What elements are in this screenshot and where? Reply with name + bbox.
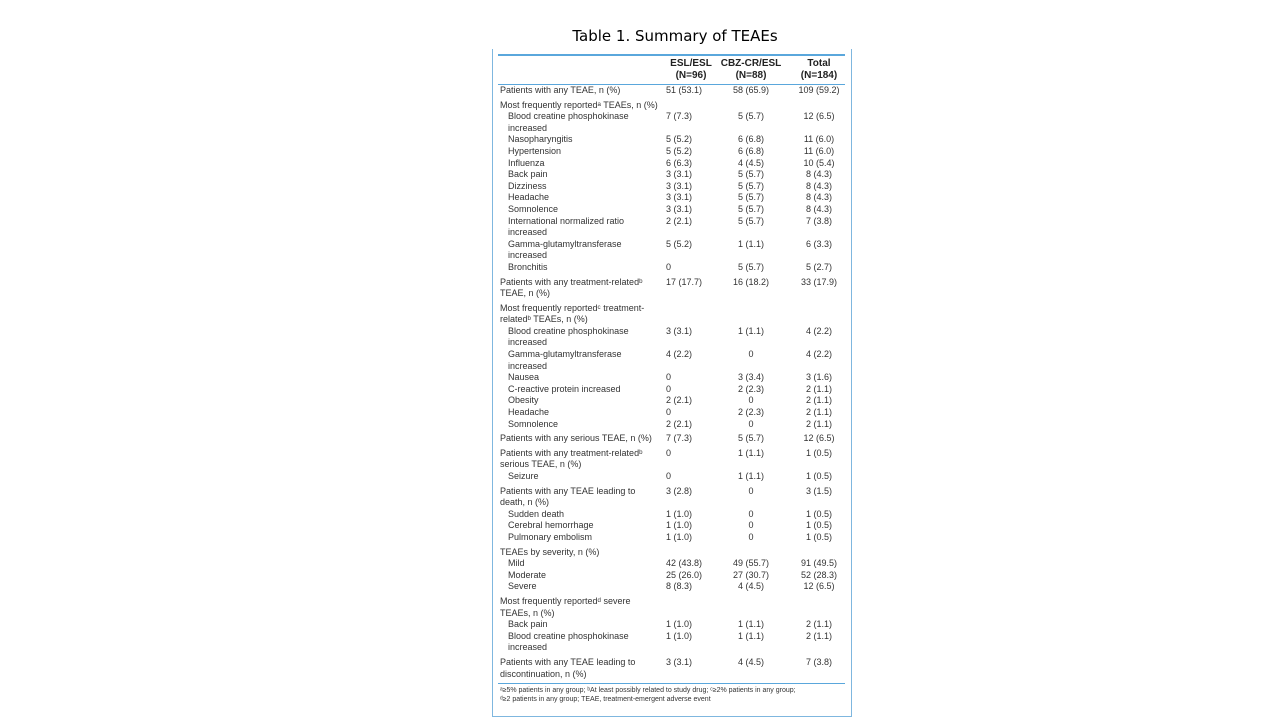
cell-c2: 0 bbox=[748, 418, 754, 429]
table-row bbox=[498, 204, 845, 216]
cell-c2: 0 bbox=[748, 531, 754, 542]
row-label: Gamma-glutamyltransferase increased bbox=[508, 349, 622, 371]
cell-c1: 17 (17.7) bbox=[666, 276, 703, 287]
table-row bbox=[498, 192, 845, 204]
row-label: Most frequently reportedᵈ severe TEAEs, n (%) bbox=[500, 595, 631, 618]
cell-c2: 58 (65.9) bbox=[732, 85, 770, 95]
row-label: Influenza bbox=[508, 157, 545, 168]
cell-c1: 3 (3.1) bbox=[666, 192, 693, 203]
table-row bbox=[498, 558, 845, 570]
cell-c1: 0 bbox=[666, 471, 672, 481]
row-label: Patients with any treatment-relatedᵇ serious TEAE, n (%) bbox=[500, 447, 643, 470]
table-row bbox=[498, 277, 845, 300]
cell-c2: 6 (6.8) bbox=[737, 145, 764, 156]
cell-c1: 42 (43.8) bbox=[666, 558, 703, 569]
cell-c1: 3 (3.1) bbox=[666, 180, 693, 191]
cell-c3: 2 (1.1) bbox=[805, 619, 832, 630]
cell-c1: 3 (2.8) bbox=[666, 485, 693, 496]
table-row bbox=[498, 111, 845, 134]
table-title: Table 1. Summary of TEAEs bbox=[572, 27, 778, 45]
cell-c3: 52 (28.3) bbox=[800, 569, 838, 580]
cell-c1: 1 (1.0) bbox=[666, 508, 693, 519]
row-label: Severe bbox=[508, 581, 537, 592]
cell-c3: 11 (6.0) bbox=[803, 145, 835, 156]
cell-c1: 0 bbox=[666, 447, 672, 458]
table-row bbox=[498, 419, 845, 431]
header-esl-esl-line2: (N=96) bbox=[675, 70, 707, 81]
cell-c3: 8 (4.3) bbox=[805, 203, 832, 214]
cell-c2: 0 bbox=[748, 485, 754, 496]
row-label: Mild bbox=[508, 558, 525, 569]
row-label: Patients with any TEAE leading to discontinuation, n (%) bbox=[500, 656, 636, 679]
cell-c2: 5 (5.7) bbox=[737, 111, 764, 122]
header-esl-esl-line1: ESL/ESL bbox=[670, 58, 712, 69]
table-row bbox=[498, 570, 845, 582]
table-row bbox=[498, 239, 845, 262]
row-label: Nasopharyngitis bbox=[508, 134, 573, 145]
cell-c1: 5 (5.2) bbox=[666, 134, 693, 145]
cell-c1: 3 (3.1) bbox=[666, 169, 693, 180]
row-label: Patients with any TEAE, n (%) bbox=[500, 85, 621, 95]
cell-c2: 4 (4.5) bbox=[737, 157, 764, 168]
table-row bbox=[498, 631, 845, 654]
table-row bbox=[498, 619, 845, 631]
row-label: Moderate bbox=[508, 569, 547, 580]
row-label: Cerebral hemorrhage bbox=[508, 520, 594, 531]
cell-c2: 27 (30.7) bbox=[732, 569, 770, 580]
row-label: Bronchitis bbox=[508, 261, 548, 272]
cell-c1: 3 (3.1) bbox=[666, 203, 693, 214]
cell-c2: 1 (1.1) bbox=[737, 471, 764, 481]
cell-c1: 7 (7.3) bbox=[666, 111, 693, 122]
cell-c1: 1 (1.0) bbox=[666, 531, 693, 542]
row-label: Hypertension bbox=[508, 145, 562, 156]
table-row bbox=[498, 349, 845, 372]
table-row bbox=[498, 433, 845, 445]
row-label: Obesity bbox=[508, 395, 539, 406]
cell-c3: 12 (6.5) bbox=[803, 581, 835, 592]
cell-c1: 1 (1.0) bbox=[666, 619, 693, 630]
table-row bbox=[498, 520, 845, 532]
row-label: TEAEs by severity, n (%) bbox=[500, 546, 600, 557]
header-cbz-cr-esl bbox=[720, 58, 782, 82]
cell-c3: 4 (2.2) bbox=[805, 325, 832, 336]
cell-c3: 12 (6.5) bbox=[803, 433, 835, 444]
table-row bbox=[498, 384, 845, 396]
cell-c1: 0 bbox=[666, 407, 672, 418]
row-label: Blood creatine phosphokinase increased bbox=[508, 325, 629, 348]
row-label: Back pain bbox=[508, 169, 548, 180]
cell-c3: 2 (1.1) bbox=[805, 407, 832, 418]
cell-c3: 1 (0.5) bbox=[805, 447, 832, 458]
cell-c2: 3 (3.4) bbox=[737, 372, 764, 383]
cell-c2: 16 (18.2) bbox=[732, 276, 770, 287]
cell-c3: 1 (0.5) bbox=[805, 531, 832, 542]
cell-c2: 5 (5.7) bbox=[737, 433, 764, 444]
cell-c3: 10 (5.4) bbox=[803, 157, 835, 168]
cell-c2: 2 (2.3) bbox=[737, 383, 764, 394]
table-row bbox=[498, 181, 845, 193]
cell-c3: 6 (3.3) bbox=[805, 238, 832, 249]
table-row bbox=[498, 372, 845, 384]
table-row bbox=[498, 85, 845, 97]
row-label: Most frequently reportedᵃ TEAEs, n (%) bbox=[500, 99, 658, 110]
table-row bbox=[498, 596, 845, 619]
cell-c3: 8 (4.3) bbox=[805, 180, 832, 191]
cell-c1: 1 (1.0) bbox=[666, 520, 693, 531]
cell-c3: 1 (0.5) bbox=[805, 508, 832, 519]
cell-c2: 4 (4.5) bbox=[737, 581, 764, 592]
cell-c2: 1 (1.1) bbox=[737, 619, 764, 630]
row-label: Blood creatine phosphokinase increased bbox=[508, 630, 629, 653]
cell-c1: 1 (1.0) bbox=[666, 630, 693, 641]
header-cbz-cr-esl-line1: CBZ-CR/ESL bbox=[720, 58, 782, 69]
row-label: Nausea bbox=[508, 372, 540, 383]
table-row bbox=[498, 303, 845, 326]
cell-c2: 5 (5.7) bbox=[737, 169, 764, 180]
cell-c1: 2 (2.1) bbox=[666, 395, 693, 406]
table-row bbox=[498, 395, 845, 407]
cell-c1: 3 (3.1) bbox=[666, 656, 693, 667]
cell-c3: 33 (17.9) bbox=[800, 276, 838, 287]
table-row bbox=[498, 326, 845, 349]
cell-c3: 91 (49.5) bbox=[800, 558, 838, 569]
cell-c2: 5 (5.7) bbox=[737, 203, 764, 214]
cell-c1: 5 (5.2) bbox=[666, 145, 693, 156]
row-label: International normalized ratio increased bbox=[508, 215, 625, 238]
cell-c1: 0 bbox=[666, 372, 672, 383]
row-label: Back pain bbox=[508, 619, 548, 630]
cell-c3: 2 (1.1) bbox=[805, 395, 832, 406]
row-label: Blood creatine phosphokinase increased bbox=[508, 111, 629, 133]
cell-c1: 7 (7.3) bbox=[666, 433, 693, 444]
table-frame bbox=[492, 49, 852, 717]
cell-c3: 12 (6.5) bbox=[803, 111, 835, 122]
cell-c1: 0 bbox=[666, 383, 672, 394]
table-row bbox=[498, 158, 845, 170]
cell-c1: 6 (6.3) bbox=[666, 157, 693, 168]
table-row bbox=[498, 448, 845, 471]
table-row bbox=[498, 169, 845, 181]
cell-c1: 2 (2.1) bbox=[666, 215, 693, 226]
table-footnotes bbox=[498, 684, 845, 704]
cell-c3: 5 (2.7) bbox=[805, 261, 832, 272]
cell-c3: 2 (1.1) bbox=[805, 630, 832, 641]
row-label: C-reactive protein increased bbox=[508, 383, 621, 394]
row-label: Sudden death bbox=[508, 508, 565, 519]
table-row bbox=[498, 262, 845, 274]
row-label: Dizziness bbox=[508, 180, 547, 191]
cell-c2: 5 (5.7) bbox=[737, 192, 764, 203]
table-row bbox=[498, 532, 845, 544]
cell-c1: 0 bbox=[666, 261, 672, 272]
cell-c3: 8 (4.3) bbox=[805, 169, 832, 180]
cell-c2: 49 (55.7) bbox=[732, 558, 770, 569]
row-label: Patients with any serious TEAE, n (%) bbox=[500, 433, 652, 444]
cell-c2: 1 (1.1) bbox=[737, 630, 764, 641]
cell-c1: 4 (2.2) bbox=[666, 349, 693, 360]
cell-c3: 2 (1.1) bbox=[805, 418, 832, 429]
cell-c3: 11 (6.0) bbox=[803, 134, 835, 145]
cell-c2: 5 (5.7) bbox=[737, 215, 764, 226]
cell-c2: 0 bbox=[748, 349, 754, 360]
row-label: Headache bbox=[508, 192, 550, 203]
cell-c2: 5 (5.7) bbox=[737, 180, 764, 191]
row-label: Patients with any TEAE leading to death, n (%) bbox=[500, 485, 636, 508]
cell-c2: 1 (1.1) bbox=[737, 447, 764, 458]
cell-c1: 5 (5.2) bbox=[666, 238, 693, 249]
cell-c1: 8 (8.3) bbox=[666, 581, 693, 592]
cell-c2: 1 (1.1) bbox=[737, 238, 764, 249]
row-label: Headache bbox=[508, 407, 550, 418]
cell-c2: 0 bbox=[748, 520, 754, 531]
table-row bbox=[498, 657, 845, 680]
cell-c3: 3 (1.5) bbox=[805, 485, 832, 496]
row-label: Seizure bbox=[508, 471, 539, 481]
table-row bbox=[498, 134, 845, 146]
row-label: Somnolence bbox=[508, 418, 559, 429]
header-cbz-cr-esl-line2: (N=88) bbox=[735, 70, 767, 81]
header-esl-esl bbox=[662, 58, 720, 82]
cell-c3: 7 (3.8) bbox=[805, 656, 832, 667]
cell-c2: 0 bbox=[748, 508, 754, 519]
cell-c3: 8 (4.3) bbox=[805, 192, 832, 203]
table-header-row bbox=[498, 56, 845, 84]
table-row bbox=[498, 216, 845, 239]
table-row bbox=[498, 509, 845, 521]
table-row bbox=[498, 471, 845, 483]
cell-c2: 1 (1.1) bbox=[737, 325, 764, 336]
table-row bbox=[498, 486, 845, 509]
table-row bbox=[498, 407, 845, 419]
footnote-line-2: ᵈ≥2 patients in any group; TEAE, treatment-emergent adverse event bbox=[500, 696, 711, 704]
header-total-line2: (N=184) bbox=[800, 70, 838, 81]
cell-c1: 51 (53.1) bbox=[666, 85, 703, 95]
header-total bbox=[791, 58, 847, 82]
cell-c1: 2 (2.1) bbox=[666, 418, 693, 429]
row-label: Gamma-glutamyltransferase increased bbox=[508, 238, 622, 261]
cell-c3: 1 (0.5) bbox=[805, 471, 832, 481]
cell-c3: 3 (1.6) bbox=[805, 372, 832, 383]
table-body bbox=[498, 85, 845, 680]
cell-c2: 0 bbox=[748, 395, 754, 406]
cell-c3: 2 (1.1) bbox=[805, 383, 832, 394]
cell-c1: 3 (3.1) bbox=[666, 325, 693, 336]
cell-c3: 1 (0.5) bbox=[805, 520, 832, 531]
cell-c3: 7 (3.8) bbox=[805, 215, 832, 226]
row-label: Most frequently reportedᶜ treatment-relatedᵇ TEAEs, n (%) bbox=[500, 302, 645, 325]
cell-c3: 109 (59.2) bbox=[798, 85, 840, 95]
row-label: Pulmonary embolism bbox=[508, 531, 593, 542]
row-label: Patients with any treatment-relatedᵇ TEAE, n (%) bbox=[500, 276, 643, 299]
table-row bbox=[498, 146, 845, 158]
table-row bbox=[498, 581, 845, 593]
header-total-line1: Total bbox=[807, 58, 831, 69]
table-inner bbox=[498, 54, 845, 704]
table-row bbox=[498, 547, 845, 559]
table-row bbox=[498, 100, 845, 112]
cell-c3: 4 (2.2) bbox=[805, 349, 832, 360]
cell-c2: 2 (2.3) bbox=[737, 407, 764, 418]
cell-c2: 5 (5.7) bbox=[737, 261, 764, 272]
cell-c2: 6 (6.8) bbox=[737, 134, 764, 145]
row-label: Somnolence bbox=[508, 203, 559, 214]
footnote-line-1: ᵃ≥5% patients in any group; ᵇAt least possibly related to study drug; ᶜ≥2% patients in any group; bbox=[500, 687, 796, 695]
cell-c1: 25 (26.0) bbox=[666, 569, 703, 580]
cell-c2: 4 (4.5) bbox=[737, 656, 764, 667]
